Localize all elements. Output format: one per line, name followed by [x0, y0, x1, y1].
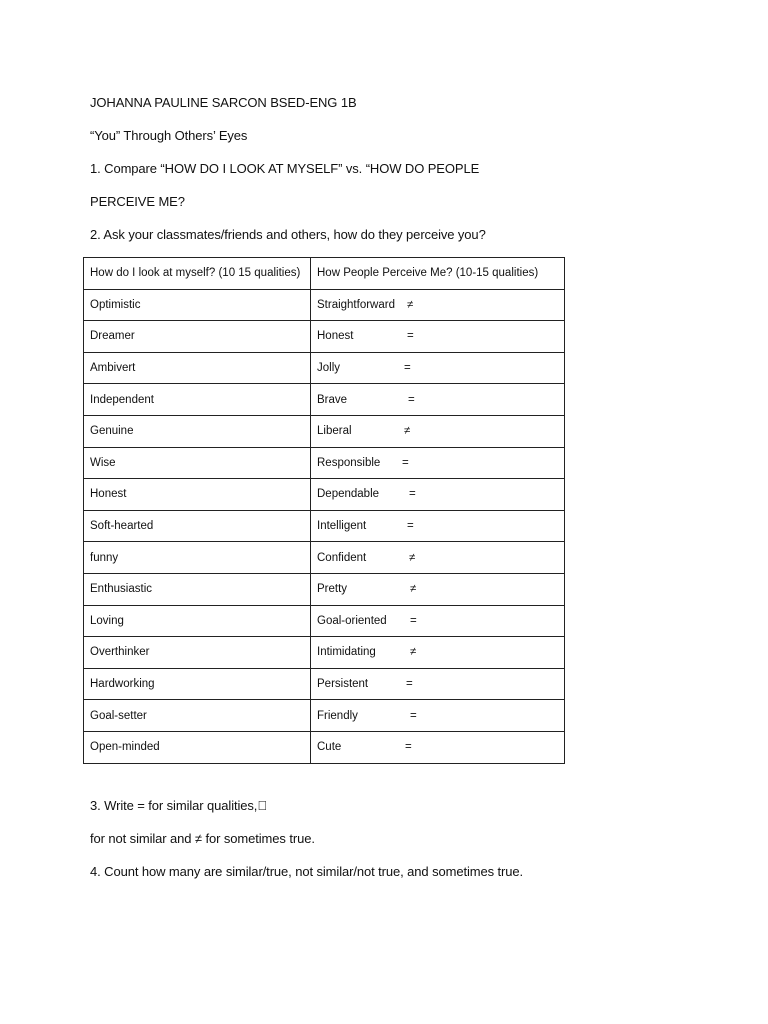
self-quality-cell: Goal-setter [84, 700, 311, 732]
self-quality-cell: Loving [84, 605, 311, 637]
comparison-mark: = [407, 330, 414, 343]
table-row [84, 415, 565, 447]
qualities-table [83, 257, 565, 764]
perceived-quality-cell [311, 668, 565, 700]
perceived-quality-label: Confident [317, 551, 367, 564]
self-quality-cell: Wise [84, 447, 311, 479]
instruction-1-line-1: 1. Compare “HOW DO I LOOK AT MYSELF” vs. “HOW DO PEOPLE [90, 161, 480, 176]
perceived-quality-label: Honest [317, 330, 354, 343]
table-row [84, 479, 565, 511]
table-row [84, 321, 565, 353]
self-quality-cell: Open-minded [84, 731, 311, 763]
perceived-quality-label: Pretty [317, 583, 348, 596]
self-quality-cell: Optimistic [84, 289, 311, 321]
comparison-mark: = [407, 520, 414, 533]
instruction-1-line-2: PERCEIVE ME? [90, 194, 185, 209]
perceived-quality-cell [311, 384, 565, 416]
table-row [84, 573, 565, 605]
table-row [84, 447, 565, 479]
table-row [84, 637, 565, 669]
self-quality-cell: Overthinker [84, 637, 311, 669]
document-title: “You” Through Others’ Eyes [90, 128, 248, 143]
table-row [84, 605, 565, 637]
table-row [84, 289, 565, 321]
perceived-quality-cell [311, 573, 565, 605]
instruction-3-line-1: 3. Write = for similar qualities,  [90, 798, 267, 813]
perceived-quality-cell [311, 731, 565, 763]
perceived-quality-label: Persistent [317, 678, 369, 691]
comparison-mark: ≠ [410, 646, 417, 659]
perceived-quality-label: Goal-oriented [317, 614, 387, 627]
table-row [84, 384, 565, 416]
comparison-mark: = [409, 488, 416, 501]
perceived-quality-label: Responsible [317, 456, 381, 469]
comparison-mark: ≠ [404, 425, 411, 438]
comparison-mark: = [404, 362, 411, 375]
table-row [84, 700, 565, 732]
perceived-quality-cell [311, 605, 565, 637]
self-quality-cell: funny [84, 542, 311, 574]
perceived-quality-cell [311, 415, 565, 447]
table-row [84, 510, 565, 542]
instruction-3-line-2: for not similar and ≠ for sometimes true. [90, 831, 315, 846]
perceived-quality-label: Dependable [317, 488, 380, 501]
perceived-quality-cell [311, 510, 565, 542]
instruction-4: 4. Count how many are similar/true, not similar/not true, and sometimes true. [90, 864, 524, 879]
self-quality-cell: Soft-hearted [84, 510, 311, 542]
self-quality-cell: Genuine [84, 415, 311, 447]
header-others-perception: How People Perceive Me? (10-15 qualities) [311, 258, 565, 290]
self-quality-cell: Enthusiastic [84, 573, 311, 605]
perceived-quality-cell [311, 289, 565, 321]
perceived-quality-cell [311, 352, 565, 384]
perceived-quality-label: Cute [317, 741, 342, 754]
perceived-quality-cell [311, 637, 565, 669]
perceived-quality-label: Straightforward [317, 298, 395, 311]
perceived-quality-cell [311, 542, 565, 574]
comparison-mark: = [405, 741, 412, 754]
self-quality-cell: Honest [84, 479, 311, 511]
comparison-mark: = [408, 393, 415, 406]
table-row [84, 542, 565, 574]
comparison-mark: = [402, 456, 409, 469]
comparison-mark: ≠ [409, 551, 416, 564]
perceived-quality-cell [311, 321, 565, 353]
comparison-mark: = [410, 614, 417, 627]
self-quality-cell: Hardworking [84, 668, 311, 700]
perceived-quality-cell [311, 447, 565, 479]
perceived-quality-label: Friendly [317, 709, 358, 722]
perceived-quality-label: Jolly [317, 362, 341, 375]
table-body [84, 289, 565, 763]
header-self-perception: How do I look at myself? (10 15 qualities) [84, 258, 311, 290]
instruction-2: 2. Ask your classmates/friends and others, how do they perceive you? [90, 227, 486, 242]
self-quality-cell: Independent [84, 384, 311, 416]
self-quality-cell: Dreamer [84, 321, 311, 353]
perceived-quality-label: Brave [317, 393, 348, 406]
table-row [84, 668, 565, 700]
comparison-mark: = [410, 709, 417, 722]
table-header-row [84, 258, 565, 290]
comparison-mark: ≠ [410, 583, 417, 596]
perceived-quality-label: Liberal [317, 425, 352, 438]
comparison-mark: = [406, 678, 413, 691]
perceived-quality-cell [311, 700, 565, 732]
perceived-quality-label: Intimidating [317, 646, 376, 659]
self-quality-cell: Ambivert [84, 352, 311, 384]
table-row [84, 352, 565, 384]
perceived-quality-label: Intelligent [317, 520, 367, 533]
author-line: JOHANNA PAULINE SARCON BSED-ENG 1B [90, 95, 357, 110]
perceived-quality-cell [311, 479, 565, 511]
table-row [84, 731, 565, 763]
comparison-mark: ≠ [407, 298, 414, 311]
